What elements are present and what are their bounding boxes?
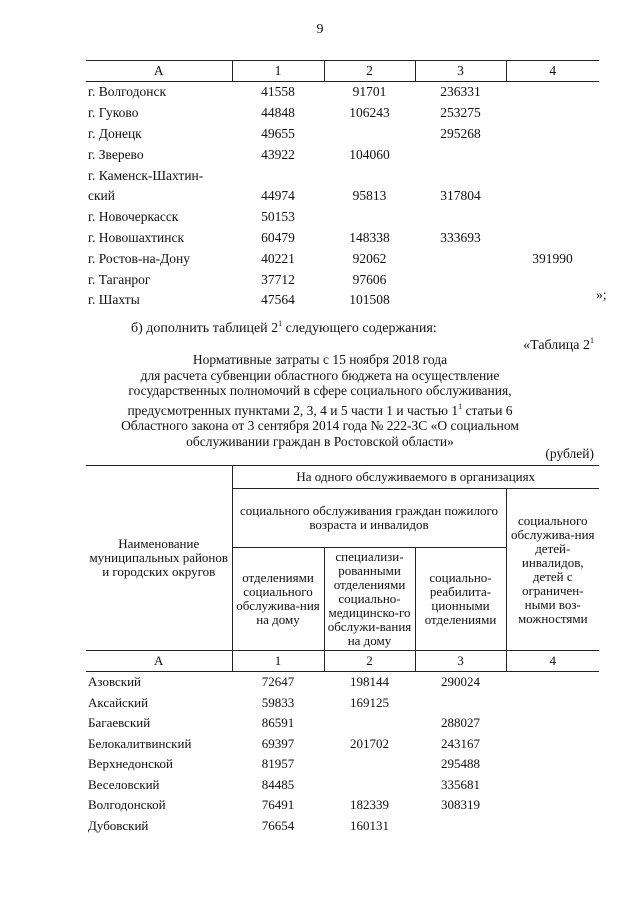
table-row [86, 207, 599, 228]
table-row [86, 124, 599, 145]
value-cell [506, 693, 599, 714]
header-col2: специализи-рованными отделениями социально-медицинско-го обслужи-вания на дому [324, 548, 415, 651]
table-row [86, 103, 599, 124]
table-row [86, 82, 599, 103]
value-cell: 86591 [261, 715, 295, 731]
value-cell [324, 713, 415, 734]
index-cell: 3 [415, 651, 506, 672]
table-row [86, 795, 599, 816]
row-name-cell: г. Новочеркасск [88, 209, 179, 225]
value-cell [506, 144, 599, 165]
value-cell: 160131 [350, 817, 389, 833]
value-cell: 198144 [350, 674, 389, 690]
value-cell [506, 82, 599, 103]
row-name-cell: г. Каменск-Шахтин- [88, 167, 204, 183]
units-label: (рублей) [545, 446, 594, 461]
value-cell [506, 165, 599, 186]
table-1-header-cell: 1 [232, 61, 324, 82]
row-name-cell: г. Гуково [88, 105, 139, 121]
value-cell [415, 290, 506, 311]
value-cell [324, 775, 415, 796]
table-2-body [86, 672, 599, 837]
table-1-header [86, 61, 599, 82]
value-cell [506, 186, 599, 207]
value-cell: 44848 [261, 105, 295, 121]
value-cell [506, 228, 599, 249]
value-cell: 81957 [261, 756, 295, 772]
row-name-cell: ский [88, 188, 115, 204]
value-cell [506, 124, 599, 145]
value-cell: 295488 [441, 756, 480, 772]
value-cell: 243167 [441, 735, 480, 751]
table-row [86, 144, 599, 165]
value-cell [415, 816, 506, 837]
value-cell [506, 734, 599, 755]
header-social: социального обслуживания граждан пожилого возраста и инвалидов [232, 489, 506, 548]
value-cell: 317804 [440, 188, 481, 204]
value-cell [506, 754, 599, 775]
value-cell: 76491 [261, 797, 295, 813]
row-name-cell: Веселовский [88, 776, 160, 792]
value-cell: 41558 [261, 84, 295, 100]
row-name-cell: Дубовский [88, 817, 149, 833]
value-cell: 97606 [352, 271, 387, 287]
row-name-cell: г. Таганрог [88, 271, 151, 287]
value-cell [506, 207, 599, 228]
value-cell: 288027 [441, 715, 480, 731]
value-cell [415, 248, 506, 269]
table-row [86, 775, 599, 796]
table-2-index-row [86, 651, 599, 672]
value-cell: 290024 [441, 674, 480, 690]
value-cell: 391990 [532, 250, 573, 266]
table-1-closing: »; [596, 287, 607, 302]
table-1 [86, 60, 599, 311]
table-row [86, 693, 599, 714]
value-cell [506, 290, 599, 311]
value-cell: 69397 [261, 735, 295, 751]
value-cell [324, 754, 415, 775]
table-row [86, 269, 599, 290]
value-cell [506, 103, 599, 124]
value-cell [506, 713, 599, 734]
value-cell: 101508 [349, 292, 390, 308]
value-cell: 91701 [352, 84, 387, 100]
value-cell [415, 165, 506, 186]
table-row [86, 713, 599, 734]
value-cell: 308319 [441, 797, 480, 813]
value-cell: 182339 [350, 797, 389, 813]
value-cell [506, 269, 599, 290]
table-label: «Таблица $2^1$ [523, 336, 594, 353]
table-heading: Нормативные затраты с 15 ноября 2018 года для расчета субвенции областного бюджета на осуществление государственных полномочий в сфере социального обслуживания, предусмотренных пунктами 2, 3, 4 и 5 части 1 и частью $1^1$ статьи 6 Областного закона от 3 сентября 2014 года № 222-ЗС «О социальном обслуживании граждан в Ростовской области» [121, 352, 519, 449]
header-col4: социального обслужива-ния детей-инвалидов, детей с ограничен-ными воз-можностями [506, 489, 599, 651]
value-cell: 333693 [440, 229, 481, 245]
value-cell [232, 165, 324, 186]
value-cell: 95813 [352, 188, 387, 204]
value-cell: 40221 [261, 250, 295, 266]
table-1-header-cell: 3 [415, 61, 506, 82]
table-2 [86, 465, 599, 836]
value-cell: 43922 [261, 146, 295, 162]
row-name-cell: Белокалитвинский [88, 735, 192, 751]
value-cell [506, 816, 599, 837]
value-cell: 59833 [261, 694, 295, 710]
value-cell: 76654 [261, 817, 295, 833]
value-cell: 295268 [440, 125, 481, 141]
index-cell: 4 [506, 651, 599, 672]
intro-text: б) дополнить таблицей $2^1$ следующего содержания: [131, 319, 437, 336]
value-cell: 49655 [261, 125, 295, 141]
value-cell: 50153 [261, 209, 295, 225]
table-row [86, 672, 599, 693]
value-cell: 47564 [261, 292, 295, 308]
index-cell: А [86, 651, 232, 672]
table-1-header-cell: А [86, 61, 232, 82]
value-cell: 335681 [441, 776, 480, 792]
value-cell [324, 124, 415, 145]
header-top: На одного обслуживаемого в организациях [232, 466, 599, 489]
row-name-cell: Верхнедонской [88, 756, 173, 772]
table-row [86, 186, 599, 207]
value-cell [324, 207, 415, 228]
row-name-cell: г. Донецк [88, 125, 142, 141]
value-cell [415, 693, 506, 714]
header-name: Наименование муниципальных районов и городских округов [86, 466, 232, 651]
row-name-cell: Волгодонской [88, 797, 166, 813]
row-name-cell: г. Новошахтинск [88, 229, 184, 245]
index-cell: 2 [324, 651, 415, 672]
value-cell [415, 207, 506, 228]
value-cell [506, 775, 599, 796]
value-cell [415, 269, 506, 290]
row-name-cell: Аксайский [88, 694, 149, 710]
page-number: 9 [316, 22, 324, 37]
value-cell [415, 144, 506, 165]
table-row [86, 734, 599, 755]
value-cell: 106243 [349, 105, 390, 121]
value-cell: 169125 [350, 694, 389, 710]
value-cell: 44974 [261, 188, 295, 204]
row-name-cell: Багаевский [88, 715, 151, 731]
row-name-cell: г. Ростов-на-Дону [88, 250, 191, 266]
header-col1: отделениями социального обслужива-ния на дому [232, 548, 324, 651]
table-1-body [86, 82, 599, 311]
value-cell [324, 165, 415, 186]
value-cell: 201702 [350, 735, 389, 751]
value-cell: 37712 [261, 271, 295, 287]
row-name-cell: Азовский [88, 674, 142, 690]
row-name-cell: г. Шахты [88, 292, 140, 308]
value-cell [506, 795, 599, 816]
table-row [86, 248, 599, 269]
table-1-header-cell: 4 [506, 61, 599, 82]
table-row [86, 165, 599, 186]
value-cell: 60479 [261, 229, 295, 245]
value-cell: 104060 [349, 146, 390, 162]
value-cell: 148338 [349, 229, 390, 245]
value-cell: 92062 [352, 250, 387, 266]
value-cell: 253275 [440, 105, 481, 121]
row-name-cell: г. Зверево [88, 146, 144, 162]
table-row [86, 228, 599, 249]
value-cell [506, 672, 599, 693]
table-1-header-cell: 2 [324, 61, 415, 82]
value-cell: 84485 [261, 776, 295, 792]
table-row [86, 754, 599, 775]
value-cell: 72647 [261, 674, 295, 690]
header-col3: социально-реабилита-ционными отделениями [415, 548, 506, 651]
table-row [86, 290, 599, 311]
index-cell: 1 [232, 651, 324, 672]
table-row [86, 816, 599, 837]
row-name-cell: г. Волгодонск [88, 84, 167, 100]
value-cell: 236331 [440, 84, 481, 100]
